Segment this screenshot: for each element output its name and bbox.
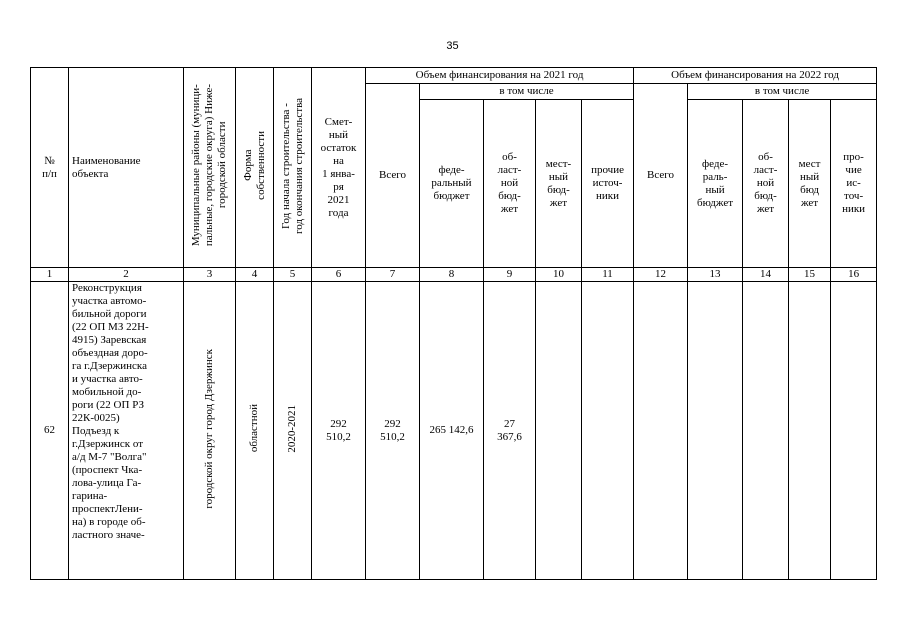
row-remainder: 292 510,2 (312, 282, 366, 580)
row-num: 62 (31, 282, 69, 580)
col-number: 3 (184, 268, 236, 282)
header-oth2022: про- чие ис- точ- ники (831, 100, 877, 268)
header-name: Наименование объекта (69, 68, 184, 268)
row-ownership-text: областной (248, 404, 260, 453)
row-oth2022 (831, 282, 877, 580)
row-oth2021 (582, 282, 634, 580)
row-ownership (236, 282, 274, 580)
row-loc2022 (789, 282, 831, 580)
col-number: 14 (743, 268, 789, 282)
row-fed2022 (688, 282, 743, 580)
header-ownership (236, 68, 274, 268)
col-number: 13 (688, 268, 743, 282)
col-number: 7 (366, 268, 420, 282)
row-reg2022 (743, 282, 789, 580)
header-incl2021: в том числе (420, 84, 634, 100)
header-total2022: Всего (634, 84, 688, 268)
header-fed2021: феде- ральный бюджет (420, 100, 484, 268)
header-loc2022: мест ный бюд жет (789, 100, 831, 268)
header-years (274, 68, 312, 268)
row-district-text: городской округ город Дзержинск (203, 348, 215, 509)
col-number: 6 (312, 268, 366, 282)
col-number: 10 (536, 268, 582, 282)
header-incl2022: в том числе (688, 84, 877, 100)
col-number: 11 (582, 268, 634, 282)
header-district-text: Муниципальные районы (муници- пальные, городские округа) Ниже- городской области (190, 84, 228, 247)
col-number: 12 (634, 268, 688, 282)
header-total2021: Всего (366, 84, 420, 268)
row-total2021: 292 510,2 (366, 282, 420, 580)
row-name: Реконструкция участка автомо- бильной дороги (22 ОП МЗ 22Н- 4915) Заревская объездная доро- га г.Дзержинска и участка авто- мобильной до- роги (22 ОП РЗ 22К-0025) Подъезд к г.Дзержинск от а/д М-7 "Волга" (проспект Чка- лова-улица Га- гарина- проспектЛени- на) в городе об- ластного значе- (69, 282, 184, 580)
column-numbers-row (31, 268, 877, 282)
header-oth2021: прочие источ- ники (582, 100, 634, 268)
row-district (184, 282, 236, 580)
row-loc2021 (536, 282, 582, 580)
table-row (31, 282, 877, 580)
header-loc2021: мест- ный бюд- жет (536, 100, 582, 268)
col-number: 2 (69, 268, 184, 282)
row-total2022 (634, 282, 688, 580)
financing-table (30, 67, 877, 580)
col-number: 1 (31, 268, 69, 282)
header-fed2022: феде- раль- ный бюджет (688, 100, 743, 268)
col-number: 5 (274, 268, 312, 282)
col-number: 15 (789, 268, 831, 282)
header-fin2021: Объем финансирования на 2021 год (366, 68, 634, 84)
row-fed2021: 265 142,6 (420, 282, 484, 580)
page-number: 35 (446, 40, 459, 52)
row-reg2021: 27 367,6 (484, 282, 536, 580)
col-number: 4 (236, 268, 274, 282)
header-years-text: Год начала строительства - год окончания строительства (279, 97, 305, 234)
row-years (274, 282, 312, 580)
header-fin2022: Объем финансирования на 2022 год (634, 68, 877, 84)
row-years-text: 2020-2021 (286, 404, 298, 453)
col-number: 9 (484, 268, 536, 282)
header-reg2022: об- ласт- ной бюд- жет (743, 100, 789, 268)
col-number: 8 (420, 268, 484, 282)
header-remainder: Смет- ный остаток на 1 янва- ря 2021 года (312, 68, 366, 268)
header-district (184, 68, 236, 268)
header-num: № п/п (31, 68, 69, 268)
header-reg2021: об- ласт- ной бюд- жет (484, 100, 536, 268)
header-ownership-text: Форма собственности (241, 131, 267, 200)
col-number: 16 (831, 268, 877, 282)
